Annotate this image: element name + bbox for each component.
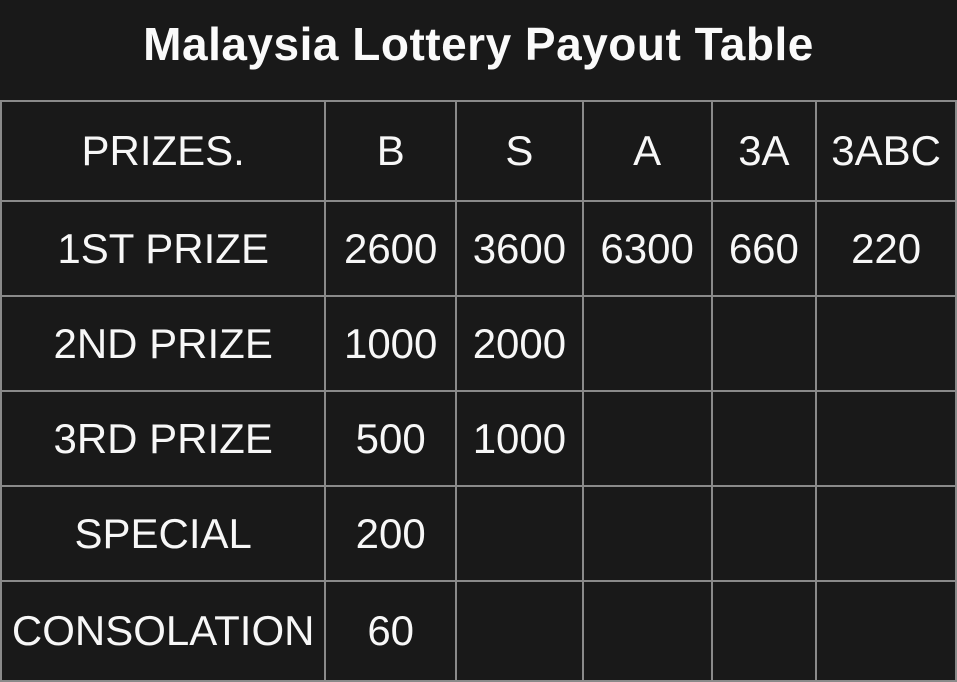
- prize-row-label: 1ST PRIZE: [1, 201, 325, 296]
- payout-value-cell: [712, 391, 817, 486]
- payout-value-cell: [816, 296, 956, 391]
- payout-table: [0, 100, 957, 682]
- payout-value-cell: [456, 486, 583, 581]
- payout-value-cell: 1000: [456, 391, 583, 486]
- payout-value-cell: 60: [325, 581, 456, 681]
- payout-value-cell: [583, 296, 712, 391]
- table-row-3rd-prize: [1, 391, 956, 486]
- payout-value-cell: [583, 486, 712, 581]
- payout-value-cell: 2000: [456, 296, 583, 391]
- column-header-3a: 3A: [712, 101, 817, 201]
- table-row-1st-prize: [1, 201, 956, 296]
- payout-value-cell: 500: [325, 391, 456, 486]
- table-header-row: [1, 101, 956, 201]
- payout-value-cell: 6300: [583, 201, 712, 296]
- prize-row-label: 3RD PRIZE: [1, 391, 325, 486]
- payout-value-cell: 1000: [325, 296, 456, 391]
- title-bar: [0, 0, 957, 100]
- payout-value-cell: [816, 391, 956, 486]
- table-row-consolation: [1, 581, 956, 681]
- prize-row-label: CONSOLATION: [1, 581, 325, 681]
- page-title: Malaysia Lottery Payout Table: [143, 18, 814, 70]
- column-header-s: S: [456, 101, 583, 201]
- payout-value-cell: 2600: [325, 201, 456, 296]
- payout-value-cell: 3600: [456, 201, 583, 296]
- payout-value-cell: [712, 296, 817, 391]
- payout-value-cell: 200: [325, 486, 456, 581]
- payout-value-cell: [583, 391, 712, 486]
- column-header-a: A: [583, 101, 712, 201]
- prize-row-label: SPECIAL: [1, 486, 325, 581]
- payout-value-cell: 660: [712, 201, 817, 296]
- table-row-2nd-prize: [1, 296, 956, 391]
- payout-value-cell: [712, 581, 817, 681]
- payout-value-cell: [583, 581, 712, 681]
- payout-value-cell: [816, 581, 956, 681]
- payout-value-cell: [712, 486, 817, 581]
- column-header-3abc: 3ABC: [816, 101, 956, 201]
- payout-value-cell: [456, 581, 583, 681]
- column-header-prizes: PRIZES.: [1, 101, 325, 201]
- column-header-b: B: [325, 101, 456, 201]
- payout-value-cell: [816, 486, 956, 581]
- payout-value-cell: 220: [816, 201, 956, 296]
- prize-row-label: 2ND PRIZE: [1, 296, 325, 391]
- table-row-special: [1, 486, 956, 581]
